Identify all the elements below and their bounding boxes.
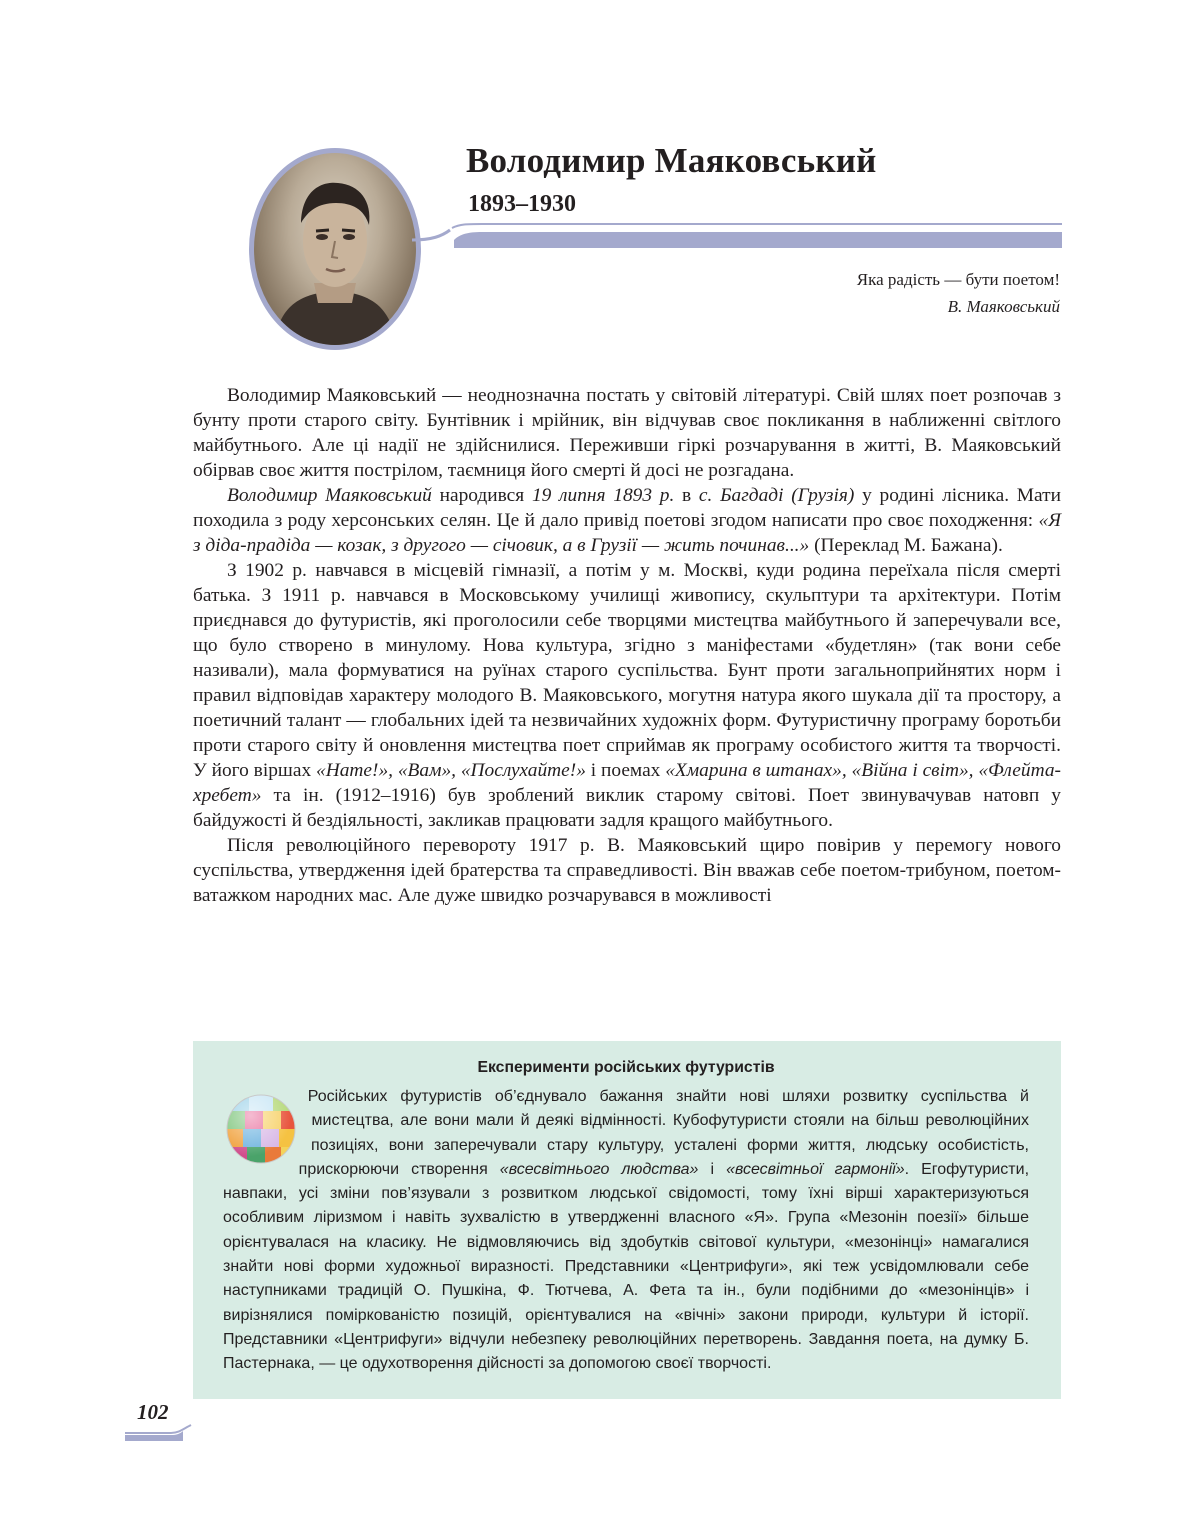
paragraph-text: і поемах: [585, 760, 666, 781]
page-title: Володимир Маяковський: [466, 141, 877, 180]
life-years: 1893–1930: [468, 191, 576, 217]
portrait-illustration: [254, 153, 416, 345]
poem-titles: «Нате!», «Вам», «Послухайте!»: [316, 760, 586, 781]
paragraph-text: та ін. (1912–1916) був зроблений виклик старому світові. Поет звинувачував натовп у байдужості й бездіяльності, закликав працювати задля кращого майбутнього.: [193, 785, 1061, 831]
infobox-emphasis: «всесвітнього людства»: [499, 1160, 699, 1178]
infobox-emphasis: «всесвітньої гармонії»: [726, 1160, 905, 1178]
paragraph-emphasis: с. Багдаді (Грузія): [698, 485, 855, 506]
paragraph-text: (Переклад М. Бажана).: [809, 535, 1003, 556]
paragraph-text: у родині лісника. Мати походила з роду херсонських селян. Це й дало привід поетові згодом написати про своє походження:: [193, 485, 1061, 531]
paragraph-text: З 1902 р. навчався в місцевій гімназії, а потім у м. Москві, куди родина переїхала після смерті батька. З 1911 р. навчався в Московському училищі живопису, скульптури та архітектури. Потім приєднався до футуристів, які проголосили себе творцями мистецтва майбутнього й заперечували все, що було створено в минулому. Нова культура, згідно з маніфестами «будетлян» (так вони себе називали), мала формуватися на руїнах старого суспільства. Бунт проти загальноприйнятих норм і правил відповідав характеру молодого В. Маяковського, могутня натура якого шукала дії та простору, а поетичний талант — глобальних ідей та незвичайних художніх форм. Футуристичну програму боротьби проти старого світу й оновлення мистецтва поет сприймав як програму особистого життя та творчості. У його віршах: [193, 560, 1061, 781]
header-rule: [412, 222, 1062, 252]
paragraph: [193, 558, 1061, 833]
paragraph: Володимир Маяковський — неоднозначна постать у світовій літературі. Свій шлях поет розпочав з бунту проти старого світу. Бунтівник і мрійник, він відчував своє покликання в наближенні світлого майбутнього. Але ці надії не здійснилися. Переживши гіркі розчарування в житті, В. Маяковський обірвав своє життя пострілом, таємниця його смерті й досі не розгадана.: [193, 385, 1061, 481]
infobox-text: [223, 1085, 1029, 1377]
sphere-icon: [225, 1093, 297, 1165]
main-text: [193, 383, 1061, 908]
paragraph-emphasis: Володимир Маяковський: [227, 485, 432, 506]
page-number: 102: [137, 1400, 169, 1424]
infobox: [193, 1041, 1061, 1399]
poem-titles: «Хмарина в штанах», «Війна і світ», «Флейта-хребет»: [193, 760, 1061, 806]
paragraph-emphasis: 19 липня 1893 р.: [531, 485, 675, 506]
paragraph: [193, 483, 1061, 558]
infobox-text-part: . Егофутуристи, навпаки, усі зміни пов’язували з розвитком людської свідомості, тому їхні вірші характеризуються особливим ліризмом і навіть зухвалістю в утвердженні власного «Я». Група «Мезонін поезії» більше орієнтувалася на класику. Не відмовляючись від здобутків світової культури, «мезонінці» намагалися знайти нові форми художньої виразності. Представники «Центрифуги», які теж усвідомлювали себе наступниками традицій О. Пушкіна, Ф. Тютчева, А. Фета та ін., були подібними до «мезонінців» і вирізнялися поміркованістю позицій, орієнтувалися на «вічні» закони природи, культури й історії. Представники «Центрифуги» відчули небезпеку революційних перетворень. Завдання поета, на думку Б. Пастернака, — це одухотворення дійсності за допомогою своєї творчості.: [223, 1160, 1030, 1373]
paragraph-text: в: [674, 485, 699, 506]
portrait-frame: [249, 148, 421, 350]
infobox-text-part: і: [698, 1160, 727, 1178]
infobox-title: Експерименти російських футуристів: [477, 1059, 775, 1076]
epigraph-author: В. Маяковський: [947, 297, 1060, 316]
paragraph: Після революційного перевороту 1917 р. В. Маяковський щиро повірив у перемогу нового суспільства, утвердження ідей братерства та справедливості. Він вважав себе поетом-трибуном, поетом-ватажком народних мас. Але дуже швидко розчарувався в можливості: [193, 835, 1061, 906]
paragraph-quote: «Я з діда-прадіда — козак, з другого — січовик, а в Грузії — жить починав...»: [193, 510, 1061, 556]
epigraph-quote: Яка радість — бути поетом!: [856, 270, 1060, 289]
paragraph-text: народився: [431, 485, 532, 506]
infobox-text-part: Російських футуристів об’єднувало бажання знайти нові шляхи розвитку суспільства й мистецтва, але вони мали й деякі відмінності. Кубофутуристи стояли на більш революційних позиціях, вони заперечували стару культуру, усталені форми життя, людську особистість, прискорюючи створення: [298, 1088, 1029, 1178]
portrait-photo: [254, 153, 416, 345]
epigraph: [857, 266, 1060, 320]
page-number-rule: [125, 1423, 195, 1443]
